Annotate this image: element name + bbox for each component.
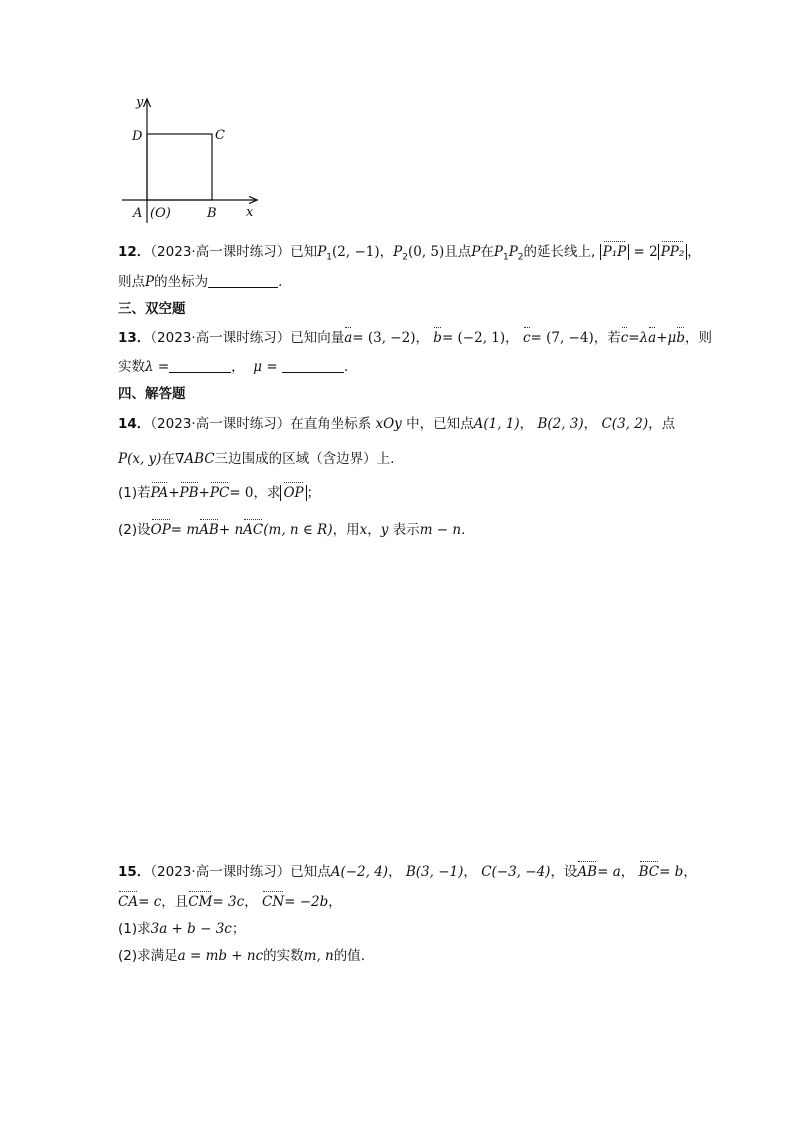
q15-line1	[118, 860, 697, 882]
q12-source: （2023·高一课时练习）	[150, 244, 291, 260]
q15-sep2: ，	[463, 864, 477, 880]
label-x: x	[246, 205, 254, 220]
q14-line2	[118, 449, 394, 469]
q14-part1-label: (1)若	[118, 485, 151, 501]
q13-c-value: = (7, −4)	[530, 330, 594, 346]
q14-plusn: + n	[218, 522, 244, 538]
q15-part2-expr: a = mb + nc	[177, 948, 264, 964]
q15-point-b: B(3, −1)	[405, 864, 464, 880]
label-O: (O)	[150, 206, 171, 221]
q12-text2: 且点	[444, 244, 472, 260]
q15-number: 15．	[118, 864, 151, 880]
q12-seg-p2: P	[508, 244, 518, 260]
q13-sep2: ，	[505, 330, 519, 346]
q14-part2-mid2: 表示	[392, 522, 420, 538]
coordinate-figure	[118, 88, 278, 228]
q12-p1-sub: 1	[326, 252, 333, 263]
q12-vec-p1p: P₁P	[603, 240, 627, 262]
q14-vec-op: OP	[283, 481, 303, 503]
q13-number: 13．	[118, 330, 151, 346]
q12-p1: P	[317, 244, 327, 260]
q12-text4: 的延长线上,	[523, 244, 596, 260]
q13-b-value: = (−2, 1)	[441, 330, 506, 346]
q15-part1	[118, 919, 245, 939]
q15-eq-a: = a	[597, 864, 621, 880]
q14-plus1: +	[168, 485, 180, 501]
q14-eq0: = 0	[229, 485, 254, 501]
q15-part2-mid: 的实数	[263, 948, 304, 964]
q15-sep3: ，	[620, 864, 635, 880]
q14-part2-label: (2)设	[118, 522, 151, 538]
q14-source: （2023·高一课时练习）	[150, 416, 291, 432]
q14-point-a: A(1, 1)	[473, 416, 520, 432]
q15-point-c: C(−3, −4)	[481, 864, 551, 880]
q15-vec-bc: BC	[639, 860, 660, 882]
q13-text2: ，若	[593, 330, 621, 346]
q14-number: 14．	[118, 416, 151, 432]
q15-line2-text: ，且	[161, 894, 189, 910]
q14-point-b: B(2, 3)	[537, 416, 584, 432]
q14-line2-text2: 三边围成的区域（含边界）上.	[214, 451, 395, 467]
q12-seg-p1: P	[493, 244, 503, 260]
q12-p1-coord: (2, −1)	[332, 244, 380, 260]
q14-vec-pa: PA	[151, 481, 169, 503]
q14-vec-ab: AB	[199, 518, 219, 540]
q14-point-p: P(x, y)	[118, 451, 162, 467]
q12-line2-p: P	[145, 274, 155, 290]
q13-eq: =	[628, 330, 640, 346]
q15-part2-label: (2)求满足	[118, 948, 178, 964]
q14-line1	[118, 414, 675, 434]
q14-plus2: +	[198, 485, 210, 501]
q13-end: .	[343, 359, 349, 375]
q13-line2-text: 实数	[118, 359, 145, 375]
q13-vec-b: b	[433, 326, 442, 348]
q12-line2	[118, 272, 282, 292]
q12-text5: ，	[687, 244, 701, 260]
q14-vec-ac: AC	[243, 518, 263, 540]
q14-triangle: ∇ABC	[174, 451, 215, 467]
q12-answer-blank[interactable]	[208, 273, 278, 288]
q13-line1	[118, 326, 712, 348]
q13-vec-c2: c	[621, 326, 629, 348]
label-A: A	[133, 206, 143, 221]
q13-text: 已知向量	[290, 330, 345, 346]
q12-p2-sub: 2	[402, 252, 408, 263]
q12-text: 已知	[290, 244, 318, 260]
q14-part1	[118, 481, 320, 503]
q14-vec-op2: OP	[151, 518, 171, 540]
label-C: C	[215, 128, 225, 143]
q15-eq-b: = b	[659, 864, 684, 880]
q14-text2: 中，已知点	[406, 416, 474, 432]
q15-sep1: ，	[388, 864, 402, 880]
q13-lambda-label: λ =	[145, 359, 170, 375]
q12-p2: P	[393, 244, 403, 260]
q12-p2-coord: (0, 5)	[407, 244, 445, 260]
q14-sep1: ，	[519, 416, 534, 432]
q14-vec-pc: PC	[210, 481, 229, 503]
q15-source: （2023·高一课时练习）	[150, 864, 291, 880]
q15-cm-value: = 3c	[212, 894, 245, 910]
q14-part1-mid: ，求	[253, 485, 281, 501]
label-B: B	[207, 206, 217, 221]
label-y: y	[136, 95, 144, 110]
q13-lambda: λ	[639, 330, 649, 346]
q13-line2	[118, 357, 348, 377]
rectangle-ABCD	[147, 134, 212, 200]
q15-vec-cm: CM	[188, 890, 212, 912]
q15-part1-end: ；	[231, 921, 246, 937]
q13-mu-label: μ =	[253, 359, 278, 375]
q15-vec-ab: AB	[577, 860, 597, 882]
q14-m-minus-n: m − n	[419, 522, 462, 538]
q15-text2: ，设	[550, 864, 578, 880]
q14-line2-text: 在	[161, 451, 175, 467]
q15-line2-sep: ，	[244, 894, 258, 910]
q14-vec-pb: PB	[180, 481, 199, 503]
q14-part1-end: ；	[306, 485, 321, 501]
q15-line2-end: ，	[328, 894, 342, 910]
q12-sep: ，	[379, 244, 394, 260]
q14-part2	[118, 518, 465, 540]
q13-line2-sep: ，	[231, 359, 245, 375]
q13-text3: ，则	[684, 330, 712, 346]
q13-vec-b2: b	[676, 326, 685, 348]
q13-lambda-blank[interactable]	[169, 358, 231, 373]
q14-x: x	[359, 522, 368, 538]
q12-line2-text: 则点	[118, 274, 145, 290]
q15-part2	[118, 946, 365, 966]
q13-mu: μ	[667, 330, 677, 346]
q15-part1-label: (1)求	[118, 921, 151, 937]
q15-part1-expr: 3a + b − 3c	[150, 921, 232, 937]
q13-sep1: ，	[415, 330, 429, 346]
q14-y: y	[380, 522, 389, 538]
q14-system: xOy	[375, 416, 402, 432]
q14-eq: = m	[170, 522, 200, 538]
q12-eq-mid: = 2	[633, 244, 658, 260]
q15-line2	[118, 890, 342, 912]
q15-part2-end: 的值.	[333, 948, 366, 964]
q13-vec-a: a	[344, 326, 352, 348]
q12-number: 12．	[118, 244, 151, 260]
q15-text: 已知点	[290, 864, 331, 880]
q15-point-a: A(−2, 4)	[330, 864, 389, 880]
q12-line1	[118, 240, 701, 268]
q12-text3: 在	[480, 244, 494, 260]
q14-part2-mid: ，用	[332, 522, 360, 538]
q14-part2-sep: ，	[367, 522, 381, 538]
q13-mu-blank[interactable]	[282, 358, 344, 373]
q14-condition: (m, n ∈ R)	[263, 522, 333, 538]
q13-plus: +	[656, 330, 668, 346]
q13-vec-a2: a	[648, 326, 656, 348]
q14-sep2: ，	[583, 416, 598, 432]
q15-cn-value: = −2b	[284, 894, 329, 910]
q15-eq-c: = c	[138, 894, 162, 910]
q13-vec-c: c	[523, 326, 531, 348]
q13-source: （2023·高一课时练习）	[150, 330, 291, 346]
q14-text: 在直角坐标系	[290, 416, 372, 432]
q13-a-value: = (3, −2)	[352, 330, 416, 346]
q14-text3: ，点	[648, 416, 676, 432]
q12-end: .	[278, 274, 283, 290]
q12-line2-text2: 的坐标为	[154, 274, 209, 290]
q15-part2-vars: m, n	[303, 948, 334, 964]
q14-point-c: C(3, 2)	[601, 416, 649, 432]
q14-part2-end: .	[461, 522, 466, 538]
label-D: D	[132, 129, 143, 144]
q15-sep4: ，	[683, 864, 697, 880]
q12-vec-pp2: PP₂	[661, 240, 685, 262]
q12-seg-sub1: 1	[502, 252, 509, 263]
q12-p: P	[471, 244, 481, 260]
section-4-heading: 四、解答题	[118, 386, 186, 402]
q15-vec-cn: CN	[262, 890, 284, 912]
section-3-heading: 三、双空题	[118, 301, 186, 317]
q12-seg-sub2: 2	[517, 252, 524, 263]
q15-vec-ca: CA	[118, 890, 138, 912]
